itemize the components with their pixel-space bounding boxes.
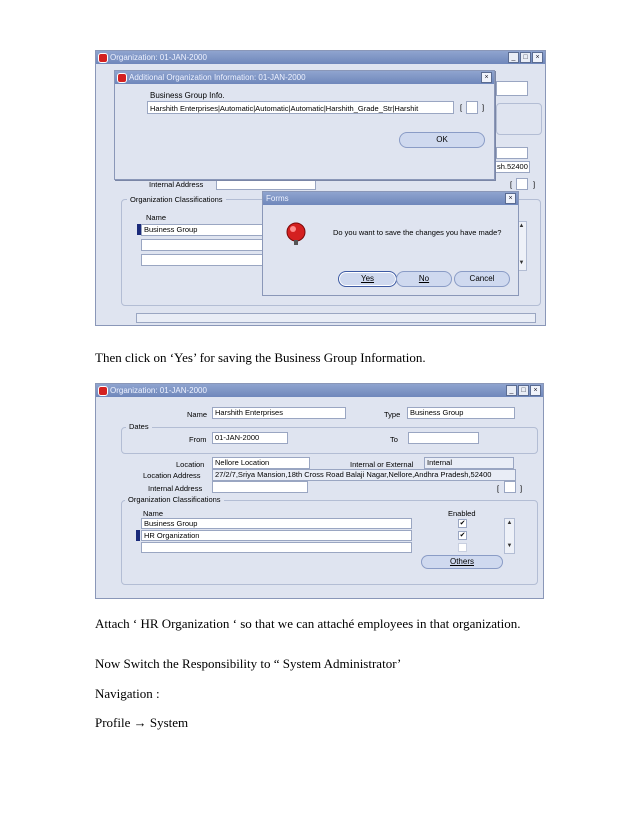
internal-address-label: Internal Address (148, 484, 203, 493)
from-label: From (189, 435, 207, 444)
forms-title: Forms (266, 194, 289, 203)
name-label: Name (187, 410, 208, 419)
location-label: Location (176, 460, 205, 469)
name-column-header: Name (146, 213, 167, 222)
window-title-bar (96, 51, 545, 64)
internal-address-field[interactable] (212, 481, 308, 493)
oracle-icon (117, 73, 127, 83)
flex-field[interactable] (516, 178, 528, 190)
classification-row-3[interactable] (141, 254, 266, 266)
business-group-info-label: Business Group Info. (150, 91, 225, 100)
bg-group-box (496, 103, 542, 135)
dialog-flex-field[interactable] (466, 101, 478, 114)
classification-row-1-text: Business Group (144, 519, 198, 528)
dates-title: Dates (126, 422, 152, 431)
oracle-icon (98, 53, 108, 63)
cancel-button[interactable]: Cancel (454, 271, 510, 287)
enabled-checkbox-1[interactable]: ✔ (459, 520, 466, 527)
to-label: To (390, 435, 398, 444)
name-value: Harshith Enterprises (215, 408, 283, 417)
others-button[interactable] (421, 555, 503, 569)
instruction-text-2: Attach ‘ HR Organization ‘ so that we can attaché employees in that organization. (95, 616, 521, 631)
yes-label: Yes (360, 274, 375, 283)
location-address-label: Location Address (143, 471, 201, 480)
internal-external-label: Internal or External (350, 460, 414, 469)
classification-row-2[interactable] (141, 530, 412, 541)
enabled-checkbox-3[interactable] (458, 543, 467, 552)
dialog-title-bar (115, 71, 494, 84)
instruction-text-3: Now Switch the Responsibility to “ System Administrator’ (95, 656, 402, 671)
dialog-close-button[interactable]: × (481, 72, 492, 83)
classification-row-2-text: HR Organization (144, 531, 200, 540)
location-address-value: 27/2/7,Sriya Mansion,18th Cross Road Balaji Nagar,Nellore,Andhra Pradesh,52400 (215, 470, 492, 479)
maximize-button[interactable]: □ (518, 385, 529, 396)
name-column-header: Name (143, 509, 164, 518)
type-field[interactable] (407, 407, 515, 419)
partial-location-text: sh.52400 (497, 162, 528, 171)
ok-button[interactable]: OK (399, 132, 485, 148)
classification-scrollbar[interactable] (504, 518, 515, 554)
classification-row-2[interactable] (141, 239, 266, 251)
bg-field-type[interactable] (496, 81, 528, 96)
location-address-field[interactable] (212, 469, 516, 481)
type-label: Type (384, 410, 401, 419)
classification-row-1-text: Business Group (144, 225, 198, 234)
others-label: Others (449, 557, 474, 566)
window-2-title-bar (96, 384, 543, 397)
window-2-title: Organization: 01-JAN-2000 (110, 386, 207, 395)
alert-icon (285, 221, 307, 247)
to-field[interactable] (408, 432, 479, 444)
bg-field-int-ext[interactable] (496, 147, 528, 159)
organization-window-2 (95, 383, 544, 599)
classification-row-1[interactable] (141, 224, 266, 236)
window-title: Organization: 01-JAN-2000 (110, 53, 207, 62)
location-field[interactable] (212, 457, 310, 469)
flex-field[interactable] (504, 481, 516, 493)
classification-row-3[interactable] (141, 542, 412, 553)
minimize-button[interactable]: _ (508, 52, 519, 63)
close-button[interactable]: × (532, 52, 543, 63)
enabled-column-header: Enabled (448, 509, 476, 518)
current-row-marker (136, 530, 140, 541)
dialog-bracket-close: ] (482, 103, 485, 112)
org-classifications-title: Organization Classifications (125, 495, 224, 504)
forms-close-button[interactable]: × (505, 193, 516, 204)
instruction-text-5: Profile → System (95, 715, 189, 730)
business-group-info-value: Harshith Enterprises|Automatic|Automatic|Automatic|Harshith_Grade_Str|Harshit (150, 104, 419, 113)
forms-save-dialog (262, 191, 519, 296)
maximize-button[interactable]: □ (520, 52, 531, 63)
no-label: No (418, 274, 430, 283)
instruction-text-1: Then click on ‘Yes’ for saving the Business Group Information. (95, 350, 426, 365)
no-button[interactable] (396, 271, 452, 287)
bracket-open: [ (510, 180, 513, 189)
type-value: Business Group (410, 408, 464, 417)
internal-external-field[interactable] (424, 457, 514, 469)
bg-location-address[interactable] (494, 161, 530, 173)
bottom-field (136, 313, 536, 323)
minimize-button[interactable]: _ (506, 385, 517, 396)
bracket-close: ] (533, 180, 536, 189)
org-classifications-title: Organization Classifications (127, 195, 226, 204)
internal-external-value: Internal (427, 458, 453, 467)
bracket-open: [ (497, 484, 500, 493)
name-field[interactable] (212, 407, 346, 419)
scroll-up-icon[interactable]: ▲ (518, 223, 525, 229)
location-value: Nellore Location (215, 458, 270, 467)
yes-button[interactable] (338, 271, 397, 287)
business-group-info-field[interactable] (147, 101, 454, 114)
dialog-title: Additional Organization Information: 01-JAN-2000 (129, 73, 306, 82)
enabled-checkbox-2[interactable]: ✔ (459, 532, 466, 539)
oracle-icon (98, 386, 108, 396)
scroll-down-icon[interactable]: ▼ (506, 543, 513, 549)
scroll-up-icon[interactable]: ▲ (506, 520, 513, 526)
close-button[interactable]: × (530, 385, 541, 396)
bracket-close: ] (520, 484, 523, 493)
from-field[interactable] (212, 432, 288, 444)
additional-org-info-dialog (114, 70, 495, 180)
classification-row-1[interactable] (141, 518, 412, 529)
scroll-down-icon[interactable]: ▼ (518, 260, 525, 266)
forms-title-bar (263, 192, 518, 205)
dialog-bracket-open: [ (460, 103, 463, 112)
internal-address-label: Internal Address (149, 180, 204, 189)
forms-message: Do you want to save the changes you have made? (333, 228, 502, 237)
instruction-text-4: Navigation : (95, 686, 160, 701)
from-value: 01-JAN-2000 (215, 433, 260, 442)
